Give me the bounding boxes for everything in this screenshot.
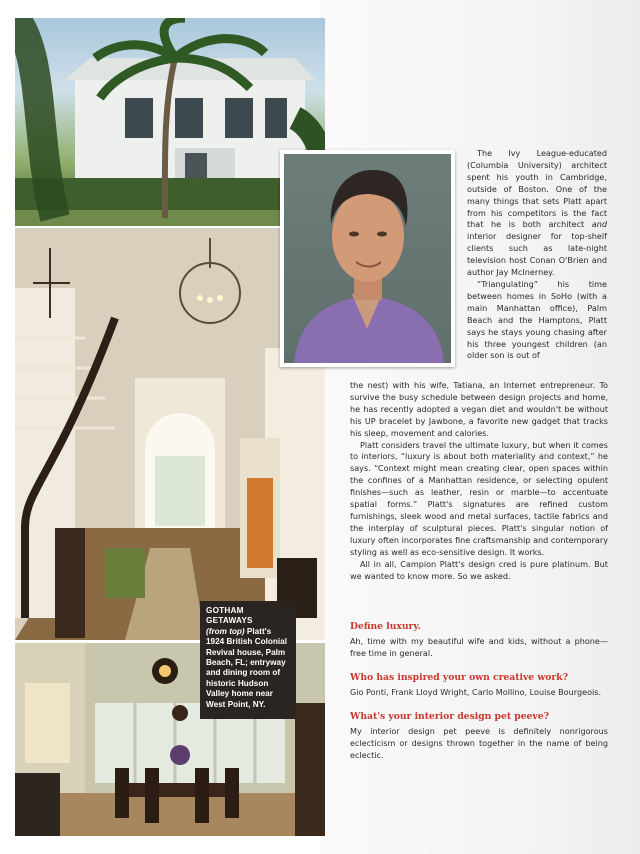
article-column-wide bbox=[350, 380, 608, 582]
qa-item bbox=[350, 711, 608, 762]
qa-question: Define luxury. bbox=[350, 621, 421, 632]
article-p1-text: The Ivy League-educated (Columbia University) architect spent his youth in Cambridge, outside of Boston. One of the many things that sets Platt apart from his competitors is the fact that he is both architect bbox=[467, 148, 607, 230]
qa-question: What's your interior design pet peeve? bbox=[350, 711, 549, 722]
qa-question: Who has inspired your own creative work? bbox=[350, 672, 568, 683]
photo-caption bbox=[200, 601, 296, 719]
article-paragraph-2: “Triangulating” his time between homes in SoHo (with a main Manhattan office), Palm Beach and the Hamptons, Platt says he stays young chasing after his three youngest children (an older son is out of bbox=[467, 278, 607, 361]
portrait-image bbox=[284, 154, 451, 363]
portrait-photo bbox=[280, 150, 455, 367]
qa-item bbox=[350, 672, 608, 699]
qa-item bbox=[350, 621, 608, 660]
house-photo bbox=[15, 18, 325, 226]
portrait-illustration bbox=[284, 154, 451, 363]
article-p1-and: and bbox=[591, 219, 607, 230]
article-paragraph-4: All in all, Campion Platt's design cred is pure platinum. But we wanted to know more. So we asked. bbox=[350, 558, 608, 581]
article-column-narrow bbox=[467, 148, 607, 362]
house-illustration bbox=[15, 18, 325, 226]
entryway-photo bbox=[15, 228, 325, 640]
caption-heading: GOTHAM GETAWAYS bbox=[206, 606, 253, 626]
article-paragraph-2-cont: the nest) with his wife, Tatiana, an Internet entrepreneur. To survive the busy schedule between design projects and home, he has recently adopted a vegan diet and wouldn't be without his UP bracelet by Jawbone, a favorite new gadget that tracks his sleep, movement and calories. bbox=[350, 380, 608, 438]
article-paragraph-1 bbox=[467, 148, 607, 279]
caption-body: Platt's 1924 British Colonial Revival house, Palm Beach, FL; entryway and dining room of historic Hudson Valley home near West Point, NY. bbox=[206, 626, 287, 709]
qa-answer: Gio Ponti, Frank Lloyd Wright, Carlo Mollino, Louise Bourgeois. bbox=[350, 687, 602, 697]
qa-answer: My interior design pet peeve is definitely nonrigorous eclecticism or designs thrown together in the name of being eclectic. bbox=[350, 726, 608, 760]
qa-answer: Ah, time with my beautiful wife and kids, without a phone—free time in general. bbox=[350, 636, 608, 658]
article-p1-rest: interior designer for top-shelf clients such as late-night television host Conan O'Brien and author Jay McInerney. bbox=[467, 231, 607, 278]
caption-from-top: (from top) bbox=[206, 626, 245, 636]
article-paragraph-3: Platt considers travel the ultimate luxury, but when it comes to interiors, “luxury is about both materiality and context,” he says. “Context might mean creating clear, open spaces within the confines of a Manhattan residence, or selecting opulent finishes—such as leather, resin or marble—to accentuate spatial forms.” Platt's signatures are refined custom furnishings, sleek wood and metal surfaces, tactile fabrics and the interplay of sculptural pieces. Platt's singular notion of luxury often incorporates fine craftsmanship and contemporary styling as well as eco-sensitive design. It works. bbox=[350, 439, 608, 557]
entryway-illustration bbox=[15, 228, 325, 640]
